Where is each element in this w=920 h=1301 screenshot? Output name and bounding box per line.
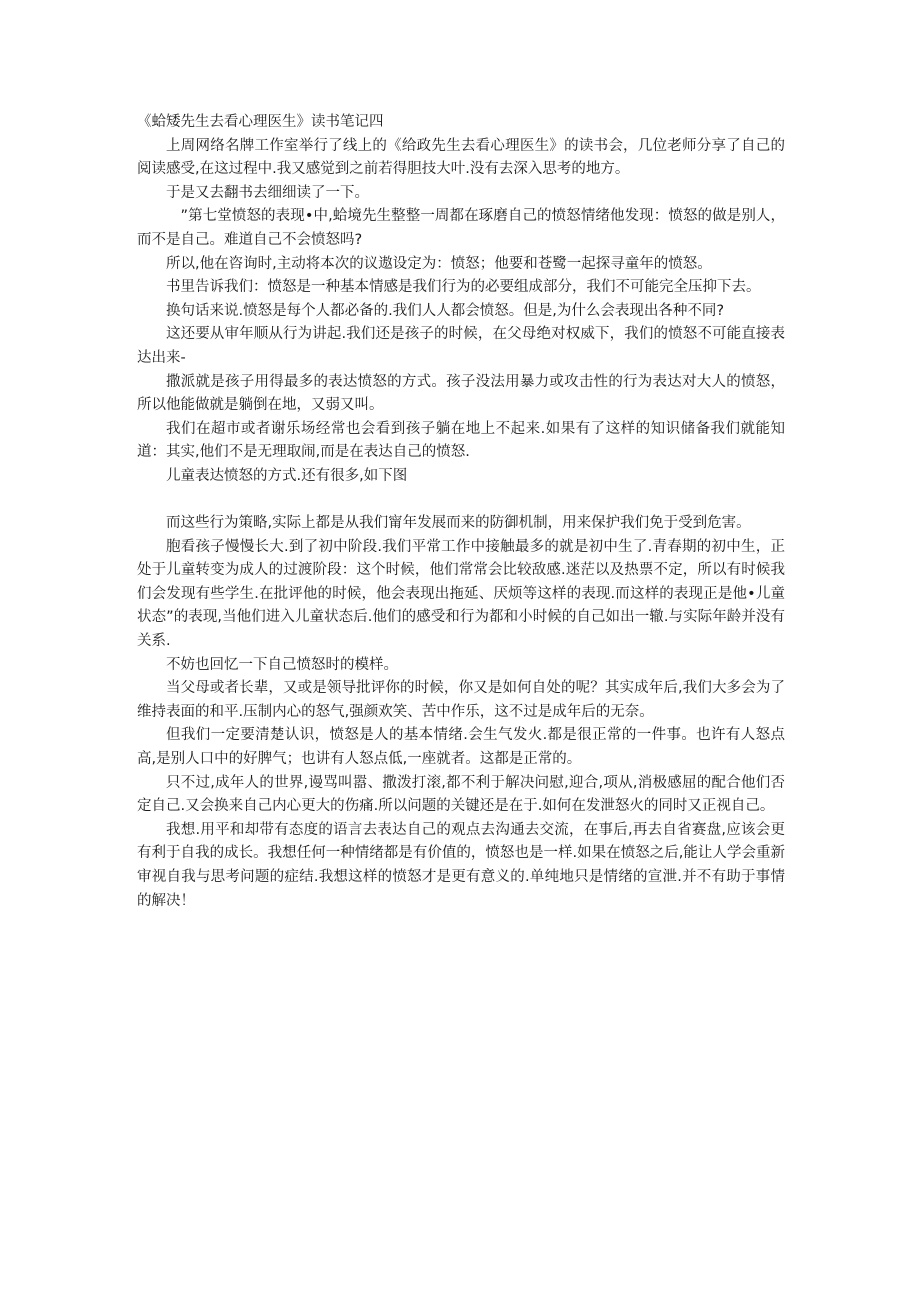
paragraph-14: 当父母或者长辈，又或是领导批评你的时候，你又是如何自处的呢？其实成年后,我们大多会为了维持表面的和平.压制内心的怒气,强颜欢笑、苦中作乐，这不过是成年后的无奈。 bbox=[137, 680, 785, 720]
paragraph-10: 儿童表达愤怒的方式.还有很多,如下图 bbox=[166, 467, 408, 484]
paragraph-6: 换句话来说.愤怒是每个人都必备的.我们人人都会愤怒。但是,为什么会表现出各种不同? bbox=[166, 302, 725, 319]
paragraph-11: 而这些行为策略,实际上都是从我们甯年发展而来的防御机制，用来保护我们免于受到危害。 bbox=[166, 515, 751, 532]
paragraph-5: 书里告诉我们：愤怒是一种基本情感是我们行为的必要组成部分，我们不可能完全压抑下去。 bbox=[166, 279, 761, 296]
paragraph-13: 不妨也回忆一下自己愤怒时的模样。 bbox=[166, 656, 398, 673]
document-body bbox=[137, 111, 785, 913]
paragraph-3: ”第七堂愤怒的表现•中,蛤境先生整整一周都在琢磨自己的愤怒情绪他发现：愤怒的做是别人，而不是自己。难道自己不会愤怒吗? bbox=[137, 208, 785, 248]
paragraph-1: 上周网络名牌工作室举行了线上的《给政先生去看心理医生》的读书会，几位老师分享了自己的阅读感受,在这过程中.我又感觉到之前若得胆技大叶.没有去深入思考的地方。 bbox=[137, 137, 785, 178]
paragraph-2: 于是又去翻书去细细读了一下。 bbox=[166, 184, 369, 201]
paragraph-16: 只不过,成年人的世界,谩骂叫嚣、撒泼打滚,都不利于解决问慰,迎合,项从,消极感屈的配合他们否定自己.又会换来自己内心更大的伤痛.所以问题的关键还是在于.如何在发泄怒火的同时又正视自己。 bbox=[137, 774, 785, 815]
paragraph-7: 这还要从审年顺从行为讲起.我们还是孩子的时候，在父母绝对权威下，我们的愤怒不可能直接表达出来- bbox=[137, 326, 785, 366]
paragraph-8: 撒派就是孩子用得最多的表达愤怒的方式。孩子没法用暴力或攻击性的行为表达对大人的愤怒，所以他能做就是躺倒在地，又弱又叫。 bbox=[137, 373, 785, 414]
figure-placeholder bbox=[137, 489, 785, 513]
paragraph-4: 所以,他在咨询时,主动将本次的议遨设定为：愤怒；他要和苍鹭一起探寻童年的愤怒。 bbox=[166, 255, 712, 272]
paragraph-17: 我想.用平和却带有态度的语言去表达自己的观点去沟通去交流，在事后,再去自省赛盘,应该会更有利于自我的成长。我想任何一种情绪都是有价值的，愤怒也是一样.如果在愤怒之后,能让人学会重新审视自我与思考问题的症结.我想这样的愤怒才是更有意义的.单纯地只是情绪的宣泄.并不有助于事情的解决！ bbox=[137, 821, 785, 909]
paragraph-12: 胞看孩子慢慢长大.到了初中阶段.我们平常工作中接触最多的就是初中生了.青春期的初中生，正处于儿童转变为成人的过渡阶段：这个时候，他们常常会比较敌感.迷茫以及热票不定，所以有时候我们会发现有些学生.在批评他的时候，他会表现出拖延、厌烦等这样的表现.而这样的表现正是他•儿童状态”的表现,当他们进入儿童状态后.他们的感受和行为都和小时候的自己如出一辙.与实际年龄并没有关系. bbox=[137, 538, 785, 650]
paragraph-9: 我们在超市或者谢乐场经常也会看到孩子躺在地上不起来.如果有了这样的知识储备我们就能知道：其实,他们不是无理取闹,而是在表达自己的愤怒. bbox=[137, 420, 785, 461]
paragraph-15: 但我们一定要清楚认识，愤怒是人的基本情绪.会生气发火.都是很正常的一件事。也许有人怒点高,是别人口中的好脾气；也讲有人怒点低,一座就者。这都是正常的。 bbox=[137, 727, 785, 768]
document-title: 《蛤矮先生去看心理医生》读书笔记四 bbox=[137, 114, 384, 130]
